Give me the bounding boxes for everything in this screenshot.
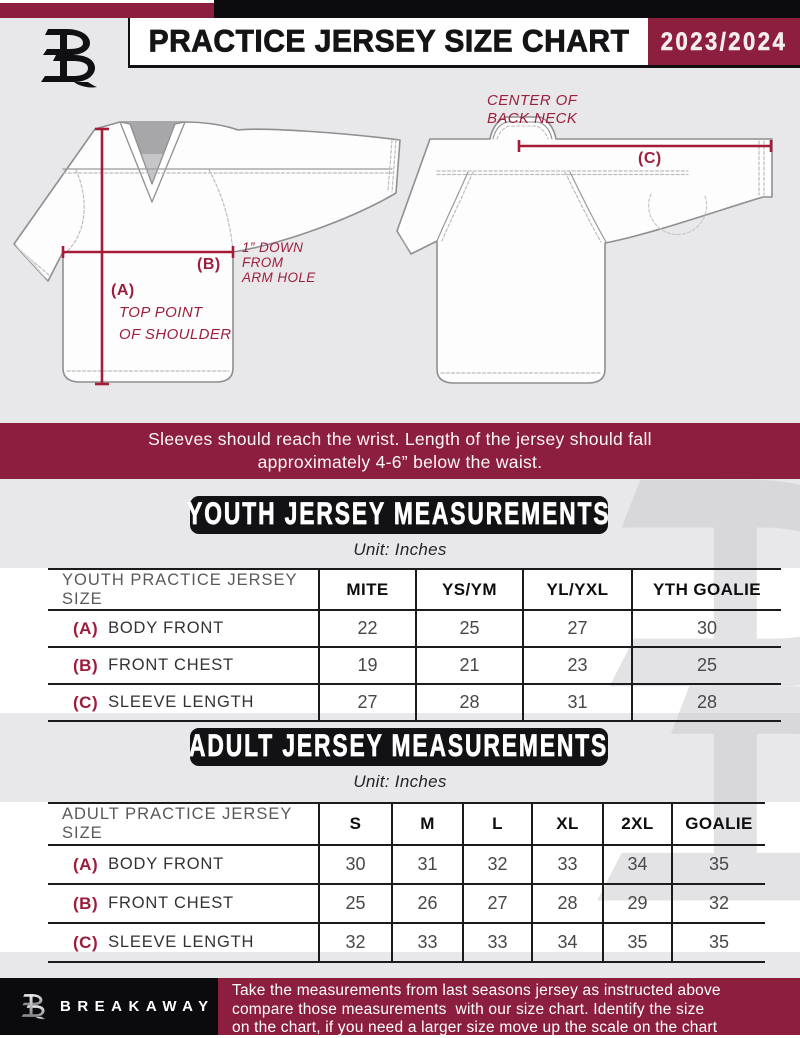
row-tag: (C) <box>73 932 99 952</box>
table-row <box>48 846 765 885</box>
row-tag: (B) <box>73 893 99 913</box>
measure-a-note-line1: TOP POINT <box>119 304 203 321</box>
footer-instructions-panel <box>218 978 800 1035</box>
season-box <box>648 18 800 68</box>
cell-value: 33 <box>487 932 508 952</box>
table-header-row <box>48 804 765 846</box>
cell-value: 21 <box>459 655 480 675</box>
youth-size-table <box>48 568 781 722</box>
table-row <box>48 648 781 685</box>
measure-b-note-line1: 1” DOWN <box>242 240 304 255</box>
col-header-mite: MITE <box>346 579 389 599</box>
cell-value: 25 <box>696 655 718 675</box>
cell-value: 34 <box>627 854 648 874</box>
cell-value: 35 <box>708 854 730 874</box>
header-black-strip <box>214 0 800 18</box>
measure-a-tag: (A) <box>111 282 135 299</box>
season-label: 2023/2024 <box>660 26 788 55</box>
col-header-m: M <box>420 814 435 833</box>
table-header-row <box>48 570 781 611</box>
fit-notice-line1: Sleeves should reach the wrist. Length of the jersey should fall <box>148 429 652 449</box>
youth-section-banner <box>187 496 611 534</box>
cell-value: 26 <box>417 893 438 913</box>
cell-value: 23 <box>567 655 588 675</box>
measure-b-note <box>242 240 316 285</box>
fit-notice-line2: approximately 4-6” below the waist. <box>257 452 543 472</box>
col-header-goalie: GOALIE <box>685 814 753 833</box>
cell-value: 30 <box>696 618 718 638</box>
col-header-2xl: 2XL <box>621 814 654 833</box>
youth-size-col-header: YOUTH PRACTICE JERSEY SIZE <box>62 570 298 608</box>
cell-value: 28 <box>557 893 578 913</box>
cell-value: 28 <box>459 692 480 712</box>
table-row <box>48 885 765 924</box>
footer-instruction-line3: on the chart, if you need a larger size move up the scale on the chart <box>232 1019 718 1036</box>
measure-c-tag: (C) <box>638 150 662 167</box>
footer-brand-panel <box>0 978 218 1035</box>
cell-value: 35 <box>627 932 648 952</box>
row-tag: (A) <box>73 854 99 874</box>
table-row <box>48 685 781 722</box>
col-header-xl: XL <box>556 814 579 833</box>
row-tag: (C) <box>73 692 99 712</box>
adult-section-banner <box>190 728 608 766</box>
cell-value: 35 <box>708 932 730 952</box>
adult-unit-label: Unit: Inches <box>353 772 447 791</box>
table-row <box>48 924 765 963</box>
cell-value: 32 <box>345 932 366 952</box>
cell-value: 33 <box>417 932 438 952</box>
footer-brand-name: BREAKAWAY <box>60 998 215 1015</box>
fit-notice-banner <box>0 423 800 479</box>
measure-c-note <box>487 92 577 127</box>
cell-value: 22 <box>357 618 378 638</box>
measure-a-note-line2: OF SHOULDER <box>119 326 232 343</box>
col-header-s: S <box>349 814 362 833</box>
header-maroon-strip <box>0 3 214 18</box>
row-label: SLEEVE LENGTH <box>108 693 255 711</box>
cell-value: 27 <box>487 893 508 913</box>
measure-b-tag: (B) <box>197 256 221 273</box>
measure-b-note-line2: FROM <box>242 255 284 270</box>
cell-value: 25 <box>345 893 366 913</box>
youth-banner-label: YOUTH JERSEY MEASUREMENTS <box>187 496 611 532</box>
cell-value: 27 <box>357 692 378 712</box>
footer-instruction-line2: compare those measurements with our size chart. Identify the size <box>232 1000 705 1018</box>
back-jersey-illustration <box>397 117 772 383</box>
jersey-diagrams-illustration <box>0 66 800 424</box>
page-title: PRACTICE JERSEY SIZE CHART <box>148 23 630 59</box>
cell-value: 19 <box>357 655 378 675</box>
measure-c-note-line2: BACK NECK <box>487 109 578 127</box>
row-label: FRONT CHEST <box>108 894 234 912</box>
cell-value: 30 <box>345 854 366 874</box>
cell-value: 28 <box>696 692 718 712</box>
title-box <box>128 18 648 68</box>
cell-value: 34 <box>557 932 578 952</box>
cell-value: 32 <box>487 854 508 874</box>
measure-c-note-line1: CENTER OF <box>487 92 578 109</box>
measure-a-note <box>119 302 231 346</box>
col-header-ylyxl: YL/YXL <box>546 579 609 599</box>
col-header-l: L <box>492 814 503 833</box>
cell-value: 29 <box>627 893 648 913</box>
measure-b-note-line3: ARM HOLE <box>242 270 316 285</box>
cell-value: 32 <box>708 893 730 913</box>
row-tag: (B) <box>73 655 99 675</box>
breakaway-footer-logo-icon <box>18 992 48 1022</box>
col-header-yth-goalie: YTH GOALIE <box>653 579 761 599</box>
cell-value: 31 <box>417 854 438 874</box>
row-label: BODY FRONT <box>108 619 224 637</box>
cell-value: 31 <box>567 692 588 712</box>
adult-size-col-header: ADULT PRACTICE JERSEY SIZE <box>62 805 293 842</box>
row-label: SLEEVE LENGTH <box>108 933 255 951</box>
col-header-ysym: YS/YM <box>442 579 497 599</box>
adult-size-table <box>48 802 765 963</box>
cell-value: 25 <box>459 618 480 638</box>
adult-banner-label: ADULT JERSEY MEASUREMENTS <box>189 728 609 764</box>
row-tag: (A) <box>73 618 99 638</box>
row-label: FRONT CHEST <box>108 656 234 674</box>
footer-instruction-line1: Take the measurements from last seasons jersey as instructed above <box>232 982 721 999</box>
cell-value: 33 <box>557 854 578 874</box>
row-label: BODY FRONT <box>108 855 224 873</box>
cell-value: 27 <box>567 618 588 638</box>
table-row <box>48 611 781 648</box>
youth-unit-label: Unit: Inches <box>353 540 447 559</box>
